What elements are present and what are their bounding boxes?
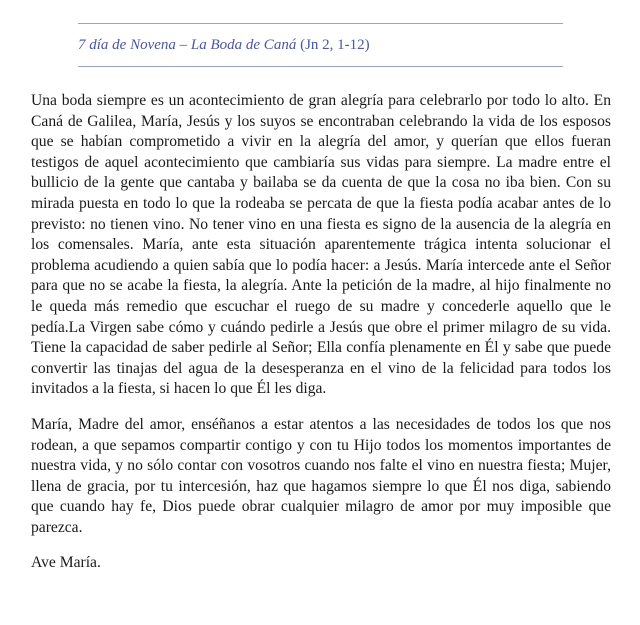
heading-title: 7 día de Novena – La Boda de Caná — [78, 37, 297, 53]
closing-line: Ave María. — [31, 554, 101, 572]
page-heading — [78, 36, 370, 54]
paragraph-reflection: Una boda siempre es un acontecimiento de gran alegría para celebrarlo por todo lo alto. En Caná de Galilea, María, Jesús y los suyos se encontraban celebrando la vida de los esposos que se habían comprometido a vivir en la alegría del amor, y querían que ellos fueran testigos de aquel acontecimiento que cambiaría sus vidas para siempre. La madre entre el bullicio de la gente que cantaba y bailaba se da cuenta de que la cosa no iba bien. Con su mirada puesta en todo lo que la rodeaba se percata de que la fiesta podía acabar antes de lo previsto: no tienen vino. No tener vino en una fiesta es signo de la ausencia de la alegría en los comensales. María, ante esta situación aparentemente trágica intenta solucionar el problema acudiendo a quien sabía que lo podía hacer: a Jesús. María intercede ante el Señor para que no se acabe la fiesta, la alegría. Ante la petición de la madre, al hijo finalmente no le queda más remedio que escuchar el ruego de su madre y concederle aquello que le pedía.La Virgen sabe cómo y cuándo pedirle a Jesús que obre el primer milagro de su vida. Tiene la capacidad de saber pedirle al Señor; Ella confía plenamente en Él y sabe que puede convertir las tinajas del agua de la desesperanza en el vino de la felicidad para todos los invitados a la fiesta, si hacen lo que Él les diga. — [31, 92, 611, 398]
heading-reference: (Jn 2, 1-12) — [300, 37, 370, 53]
paragraph-prayer: María, Madre del amor, enséñanos a estar atentos a las necesidades de todos los que nos rodean, a que sepamos compartir contigo y con tu Hijo todos los momentos importantes de nuestra vida, y no sólo contar con vosotros cuando nos falte el vino en nuestra fiesta; Mujer, llena de gracia, por tu intercesión, haz que hagamos siempre lo que Él nos diga, sabiendo que cuando hay fe, Dios puede obrar cualquier milagro de amor por muy imposible que parezca. — [31, 415, 611, 536]
top-divider — [78, 23, 563, 24]
document-body — [31, 91, 611, 589]
bottom-divider — [78, 66, 563, 67]
